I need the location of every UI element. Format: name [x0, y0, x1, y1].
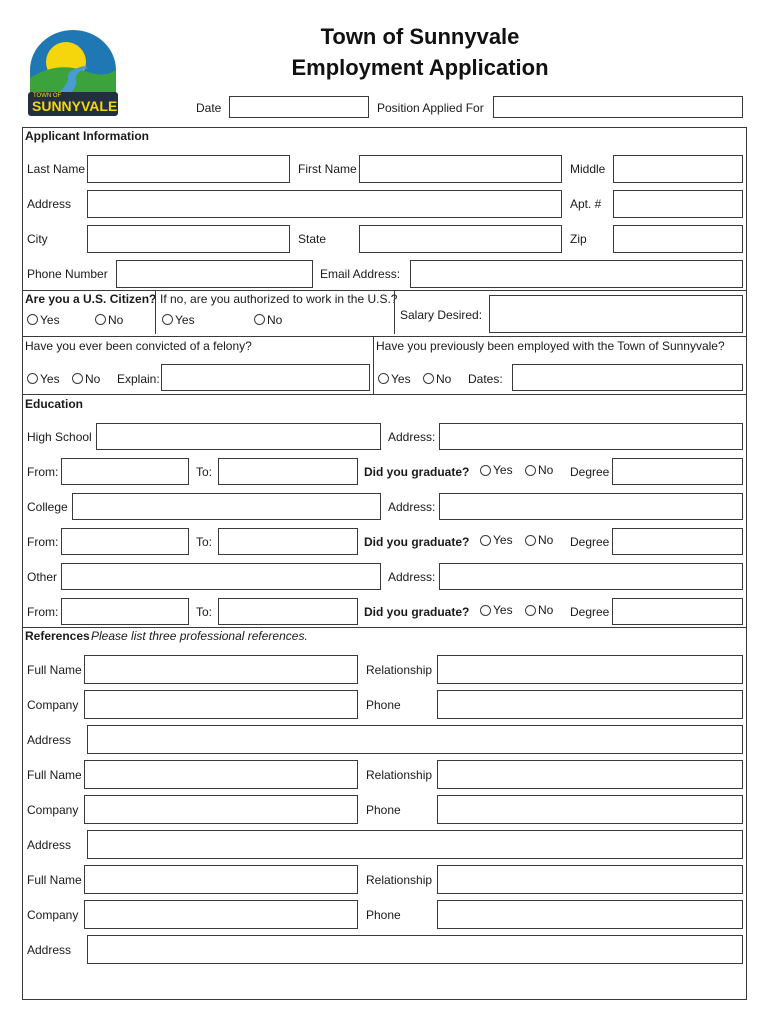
high-school-graduate-yes-radio[interactable]	[480, 465, 491, 476]
previous-yes-radio[interactable]	[378, 373, 389, 384]
ref3-relationship-field[interactable]	[437, 865, 743, 894]
ref1-full-name-field[interactable]	[84, 655, 358, 684]
high-school-address-field[interactable]	[439, 423, 743, 450]
zip-label: Zip	[570, 232, 587, 246]
page-title-line1: Town of Sunnyvale	[320, 24, 520, 49]
previous-no-radio[interactable]	[423, 373, 434, 384]
applicant-heading: Applicant Information	[25, 129, 149, 143]
ref2-company-label: Company	[27, 803, 79, 817]
college-to-field[interactable]	[218, 528, 358, 555]
ref3-full-name-label: Full Name	[27, 873, 82, 887]
address-label: Address	[27, 197, 72, 211]
apt-label: Apt. #	[570, 197, 602, 211]
ref1-phone-field[interactable]	[437, 690, 743, 719]
authorized-yes-label: Yes	[175, 313, 195, 327]
authorized-no-label: No	[267, 313, 283, 327]
ref2-relationship-label: Relationship	[366, 768, 433, 782]
phone-label: Phone Number	[27, 267, 108, 281]
apt-field[interactable]	[613, 190, 743, 218]
high-school-graduate-no-radio[interactable]	[525, 465, 536, 476]
ref3-address-field[interactable]	[87, 935, 743, 964]
ref2-phone-label: Phone	[366, 803, 401, 817]
high-school-graduate-yes-label: Yes	[493, 463, 513, 477]
other-label: Other	[27, 570, 58, 584]
state-label: State	[298, 232, 327, 246]
citizen-question: Are you a U.S. Citizen?	[25, 292, 157, 306]
citizen-yes-label: Yes	[40, 313, 60, 327]
college-address-label: Address:	[388, 500, 436, 514]
other-degree-field[interactable]	[612, 598, 743, 625]
email-label: Email Address:	[320, 267, 401, 281]
high-school-field[interactable]	[96, 423, 381, 450]
ref3-phone-field[interactable]	[437, 900, 743, 929]
high-school-graduate-question: Did you graduate?	[364, 465, 470, 479]
divider	[373, 336, 374, 394]
ref3-address-label: Address	[27, 943, 72, 957]
dates-field[interactable]	[512, 364, 743, 391]
last-name-field[interactable]	[87, 155, 290, 183]
previous-employment-question: Have you previously been employed with the Town of Sunnyvale?	[376, 339, 725, 353]
salary-label: Salary Desired:	[400, 308, 483, 322]
felony-no-label: No	[85, 372, 101, 386]
salary-field[interactable]	[489, 295, 743, 333]
ref2-full-name-field[interactable]	[84, 760, 358, 789]
high-school-from-label: From:	[27, 465, 59, 479]
authorized-no-radio[interactable]	[254, 314, 265, 325]
other-from-label: From:	[27, 605, 59, 619]
ref3-full-name-field[interactable]	[84, 865, 358, 894]
divider	[155, 290, 156, 334]
ref2-phone-field[interactable]	[437, 795, 743, 824]
college-label: College	[27, 500, 68, 514]
citizen-no-label: No	[108, 313, 124, 327]
other-address-field[interactable]	[439, 563, 743, 590]
other-from-field[interactable]	[61, 598, 189, 625]
citizen-yes-radio[interactable]	[27, 314, 38, 325]
other-address-label: Address:	[388, 570, 436, 584]
ref1-full-name-label: Full Name	[27, 663, 82, 677]
college-to-label: To:	[196, 535, 213, 549]
logo-small-text: TOWN OF	[33, 93, 62, 99]
other-graduate-question: Did you graduate?	[364, 605, 470, 619]
email-field[interactable]	[410, 260, 743, 288]
other-graduate-no-label: No	[538, 603, 554, 617]
high-school-to-field[interactable]	[218, 458, 358, 485]
high-school-to-label: To:	[196, 465, 213, 479]
authorized-question: If no, are you authorized to work in the U.S.?	[160, 292, 398, 306]
college-graduate-yes-radio[interactable]	[480, 535, 491, 546]
college-graduate-yes-label: Yes	[493, 533, 513, 547]
ref2-address-field[interactable]	[87, 830, 743, 859]
zip-field[interactable]	[613, 225, 743, 253]
divider	[22, 627, 747, 628]
other-field[interactable]	[61, 563, 381, 590]
address-field[interactable]	[87, 190, 562, 218]
college-graduate-question: Did you graduate?	[364, 535, 470, 549]
other-graduate-no-radio[interactable]	[525, 605, 536, 616]
college-degree-field[interactable]	[612, 528, 743, 555]
college-degree-label: Degree	[570, 535, 610, 549]
high-school-label: High School	[27, 430, 92, 444]
town-logo	[28, 30, 118, 116]
explain-label: Explain:	[117, 372, 160, 386]
high-school-degree-field[interactable]	[612, 458, 743, 485]
first-name-label: First Name	[298, 162, 357, 176]
ref2-address-label: Address	[27, 838, 72, 852]
college-graduate-no-label: No	[538, 533, 554, 547]
ref3-phone-label: Phone	[366, 908, 401, 922]
ref2-relationship-field[interactable]	[437, 760, 743, 789]
ref3-company-label: Company	[27, 908, 79, 922]
ref1-relationship-field[interactable]	[437, 655, 743, 684]
divider	[22, 336, 747, 337]
phone-field[interactable]	[116, 260, 313, 288]
education-heading: Education	[25, 397, 84, 411]
position-label: Position Applied For	[377, 101, 484, 115]
first-name-field[interactable]	[359, 155, 562, 183]
previous-yes-label: Yes	[391, 372, 411, 386]
authorized-yes-radio[interactable]	[162, 314, 173, 325]
ref1-company-field[interactable]	[84, 690, 358, 719]
ref3-company-field[interactable]	[84, 900, 358, 929]
college-address-field[interactable]	[439, 493, 743, 520]
felony-no-radio[interactable]	[72, 373, 83, 384]
college-from-label: From:	[27, 535, 59, 549]
middle-label: Middle	[570, 162, 606, 176]
high-school-address-label: Address:	[388, 430, 436, 444]
other-to-label: To:	[196, 605, 213, 619]
ref2-company-field[interactable]	[84, 795, 358, 824]
college-graduate-no-radio[interactable]	[525, 535, 536, 546]
other-degree-label: Degree	[570, 605, 610, 619]
divider	[22, 290, 747, 291]
page-title-line2: Employment Application	[291, 55, 549, 80]
felony-yes-label: Yes	[40, 372, 60, 386]
college-from-field[interactable]	[61, 528, 189, 555]
divider	[22, 394, 747, 395]
ref3-relationship-label: Relationship	[366, 873, 433, 887]
city-label: City	[27, 232, 48, 246]
other-graduate-yes-label: Yes	[493, 603, 513, 617]
ref1-address-field[interactable]	[87, 725, 743, 754]
dates-label: Dates:	[468, 372, 503, 386]
high-school-from-field[interactable]	[61, 458, 189, 485]
references-heading: References	[25, 629, 90, 643]
references-note: Please list three professional references.	[91, 629, 308, 643]
felony-question: Have you ever been convicted of a felony?	[25, 339, 252, 353]
previous-no-label: No	[436, 372, 452, 386]
ref1-relationship-label: Relationship	[366, 663, 433, 677]
state-field[interactable]	[359, 225, 562, 253]
position-field[interactable]	[493, 96, 743, 118]
middle-field[interactable]	[613, 155, 743, 183]
logo-name: SUNNYVALE	[32, 98, 118, 114]
felony-yes-radio[interactable]	[27, 373, 38, 384]
ref1-company-label: Company	[27, 698, 79, 712]
ref1-phone-label: Phone	[366, 698, 401, 712]
date-field[interactable]	[229, 96, 369, 118]
high-school-graduate-no-label: No	[538, 463, 554, 477]
city-field[interactable]	[87, 225, 290, 253]
citizen-no-radio[interactable]	[95, 314, 106, 325]
date-label: Date	[196, 101, 222, 115]
ref2-full-name-label: Full Name	[27, 768, 82, 782]
ref1-address-label: Address	[27, 733, 72, 747]
divider	[394, 290, 395, 334]
college-field[interactable]	[72, 493, 381, 520]
other-graduate-yes-radio[interactable]	[480, 605, 491, 616]
other-to-field[interactable]	[218, 598, 358, 625]
last-name-label: Last Name	[27, 162, 86, 176]
high-school-degree-label: Degree	[570, 465, 610, 479]
explain-field[interactable]	[161, 364, 370, 391]
